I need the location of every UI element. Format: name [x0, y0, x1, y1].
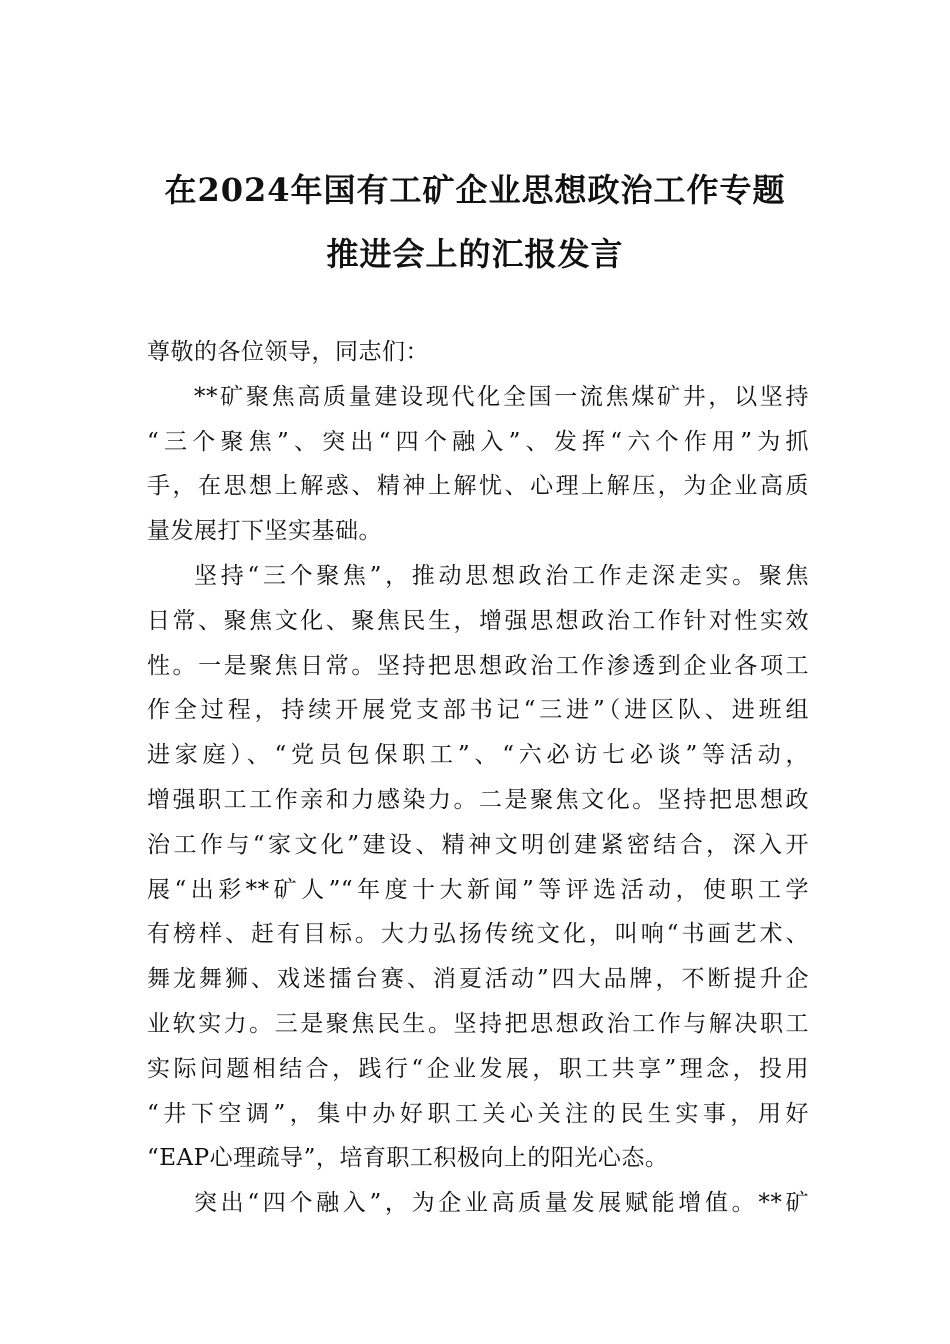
paragraph-line: 有榜样、赶有目标。大力弘扬传统文化，叫响“书画艺术、 [147, 921, 809, 948]
paragraph-line: 手，在思想上解惑、精神上解忧、心理上解压，为企业高质 [147, 473, 809, 500]
paragraph-line: **矿聚焦高质量建设现代化全国一流焦煤矿井，以坚持 [194, 383, 809, 410]
paragraph-three-focuses [147, 554, 809, 1181]
document-title [100, 158, 850, 286]
title-line-2: 推进会上的汇报发言 [326, 235, 624, 273]
paragraph-intro [147, 375, 809, 554]
paragraph-line: 坚持“三个聚焦”，推动思想政治工作走深走实。聚焦 [194, 562, 809, 589]
paragraph-line: 日常、聚焦文化、聚焦民生，增强思想政治工作针对性实效 [147, 607, 809, 634]
paragraph-line: 进家庭）、“党员包保职工”、“六必访七必谈”等活动， [147, 742, 809, 769]
salutation: 尊敬的各位领导，同志们： [147, 339, 429, 365]
paragraph-line: 治工作与“家文化”建设、精神文明创建紧密结合，深入开 [147, 831, 809, 858]
title-line-1: 在2024年国有工矿企业思想政治工作专题 [164, 171, 786, 209]
paragraph-line: 突出“四个融入”，为企业高质量发展赋能增值。**矿 [194, 1190, 809, 1217]
paragraph-line: “井下空调”，集中办好职工关心关注的民生实事，用好 [147, 1100, 809, 1127]
paragraph-four-integrations [147, 1181, 809, 1226]
paragraph-line: “EAP心理疏导”，培育职工积极向上的阳光心态。 [147, 1145, 669, 1172]
paragraph-line: 性。一是聚焦日常。坚持把思想政治工作渗透到企业各项工 [147, 652, 809, 679]
paragraph-line: 量发展打下坚实基础。 [147, 518, 382, 545]
paragraph-line: 作全过程，持续开展党支部书记“三进”（进区队、进班组 [147, 697, 809, 724]
paragraph-line: 增强职工工作亲和力感染力。二是聚焦文化。坚持把思想政 [147, 786, 809, 813]
paragraph-line: “三个聚焦”、突出“四个融入”、发挥“六个作用”为抓 [147, 428, 809, 455]
document-body [147, 330, 809, 1226]
paragraph-line: 舞龙舞狮、戏迷擂台赛、消夏活动”四大品牌，不断提升企 [147, 966, 809, 993]
paragraph-line: 业软实力。三是聚焦民生。坚持把思想政治工作与解决职工 [147, 1010, 809, 1037]
paragraph-line: 展“出彩**矿人”“年度十大新闻”等评选活动，使职工学 [147, 876, 809, 903]
paragraph-line: 实际问题相结合，践行“企业发展，职工共享”理念，投用 [147, 1055, 809, 1082]
